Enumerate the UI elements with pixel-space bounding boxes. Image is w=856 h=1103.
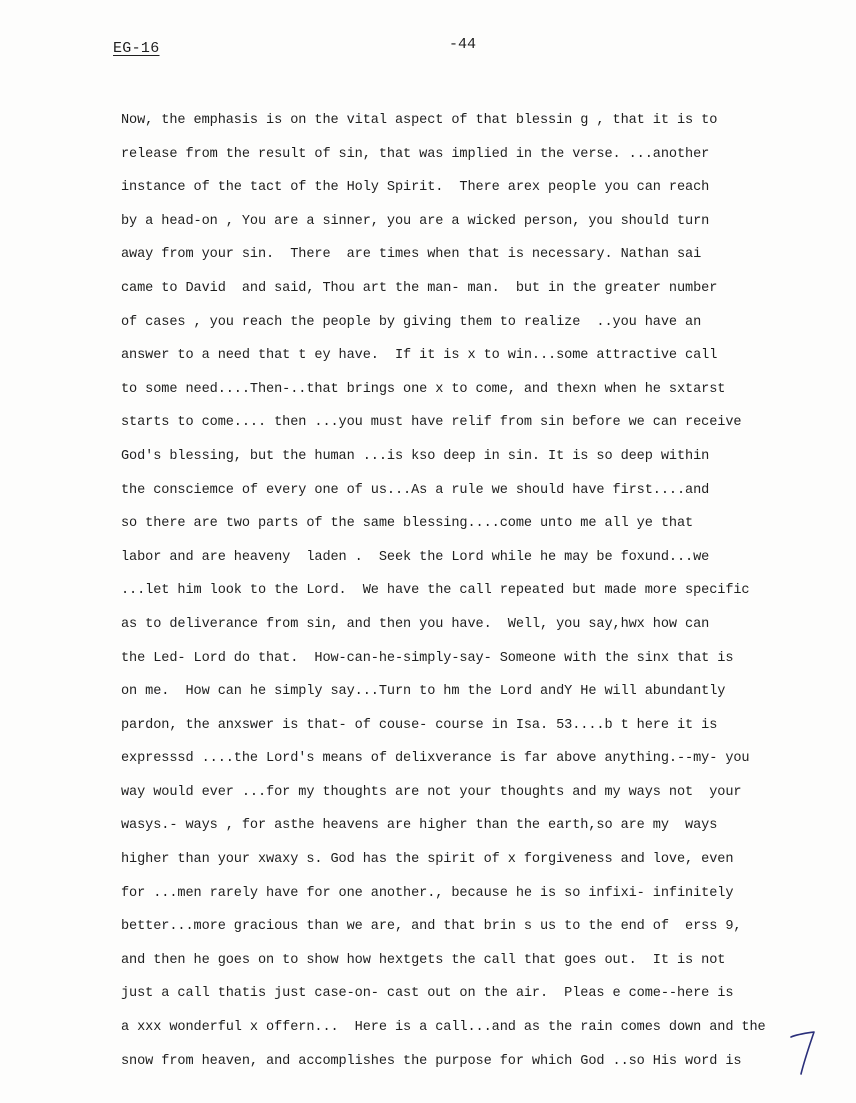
text-line: release from the result of sin, that was implied in the verse. ...another [121,146,710,162]
text-line: and then he goes on to show how hextgets the call that goes out. It is not [121,952,726,968]
text-line: way would ever ...for my thoughts are not your thoughts and my ways not your [121,784,742,800]
text-line: snow from heaven, and accomplishes the purpose for which God ..so His word is [121,1053,742,1069]
document-code: EG-16 [113,40,160,57]
text-line: came to David and said, Thou art the man- man. but in the greater number [121,280,718,296]
text-line: as to deliverance from sin, and then you have. Well, you say,hwx how can [121,616,710,632]
text-line: answer to a need that t ey have. If it is x to win...some attractive call [121,348,718,364]
text-line: of cases , you reach the people by giving them to realize ..you have an [121,314,702,330]
handwritten-seven-mark [788,1028,818,1078]
text-line: just a call thatis just case-on- cast out on the air. Pleas e come--here is [121,986,734,1002]
text-line: wasys.- ways , for asthe heavens are higher than the earth,so are my ways [121,818,718,834]
text-line: the consciemce of every one of us...As a rule we should have first....and [121,482,710,498]
text-line: starts to come.... then ...you must have relif from sin before we can receive [121,415,742,431]
text-line: higher than your xwaxy s. God has the spirit of x forgiveness and love, even [121,852,734,868]
text-line: the Led- Lord do that. How-can-he-simply-say- Someone with the sinx that is [121,650,734,666]
text-line: on me. How can he simply say...Turn to hm the Lord andY He will abundantly [121,684,726,700]
text-line: by a head-on , You are a sinner, you are a wicked person, you should turn [121,213,710,229]
text-line: God's blessing, but the human ...is kso deep in sin. It is so deep within [121,448,710,464]
text-line: away from your sin. There are times when that is necessary. Nathan sai [121,247,702,263]
typed-body [121,104,801,1078]
text-line: so there are two parts of the same blessing....come unto me all ye that [121,516,694,532]
text-line: a xxx wonderful x offern... Here is a call...and as the rain comes down and the [121,1020,766,1036]
text-line: labor and are heaveny laden . Seek the Lord while he may be foxund...we [121,549,710,565]
page-number: -44 [449,36,477,53]
text-line: expresssd ....the Lord's means of delixverance is far above anything.--my- you [121,751,750,767]
text-line: for ...men rarely have for one another., because he is so infixi- infinitely [121,885,734,901]
text-line: better...more gracious than we are, and that brin s us to the end of erss 9, [121,919,742,935]
text-line: to some need....Then-..that brings one x to come, and thexn when he sxtarst [121,381,726,397]
text-line: Now, the emphasis is on the vital aspect of that blessin g , that it is to [121,113,718,128]
text-line: pardon, the anxswer is that- of couse- course in Isa. 53....b t here it is [121,717,718,733]
text-line: instance of the tact of the Holy Spirit. There arex people you can reach [121,180,710,196]
text-line: ...let him look to the Lord. We have the call repeated but made more specific [121,583,750,599]
handwritten-margin-number [788,1028,818,1078]
